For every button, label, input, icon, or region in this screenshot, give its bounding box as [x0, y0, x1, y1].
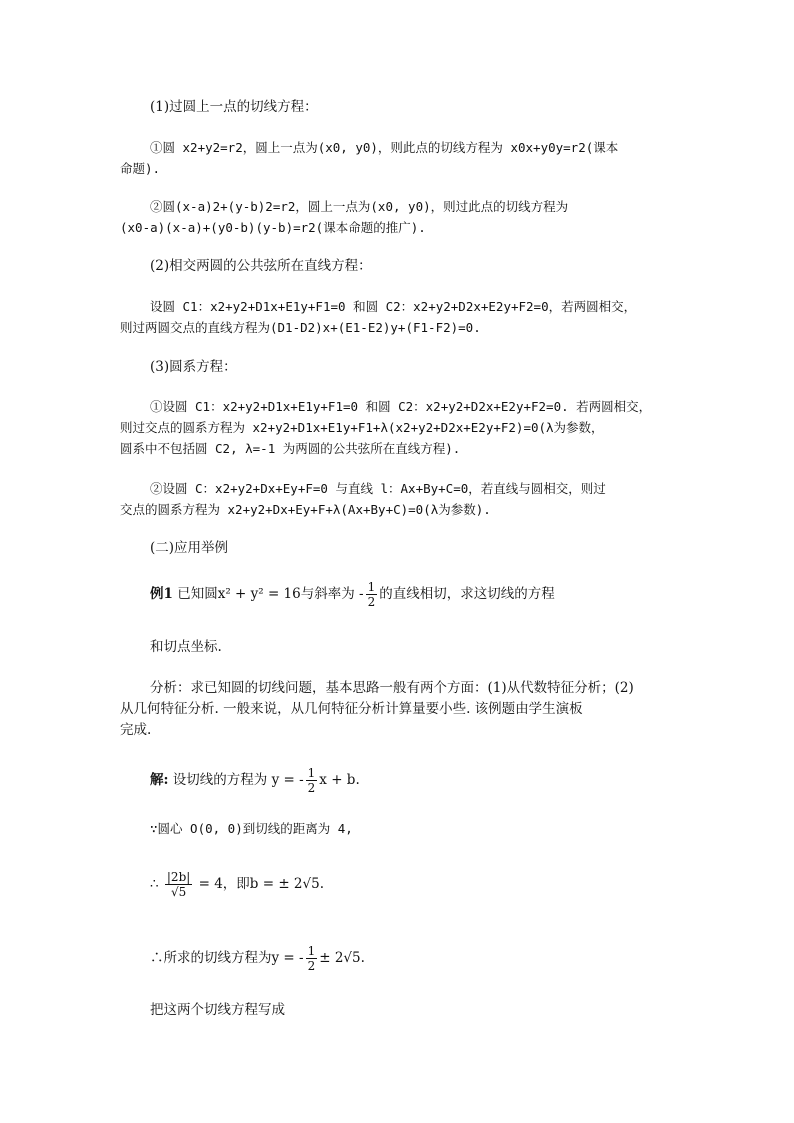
heading-tangent-at-point: (1)过圆上一点的切线方程： — [150, 99, 318, 115]
tangent-result-suffix: ± 2√5. — [319, 950, 365, 966]
solution-fraction — [306, 766, 318, 795]
tangent-rule-2-line-1: ②圆(x-a)2+(y-b)2=r2，圆上一点为(x0, y0)，则过此点的切线方程为 — [150, 199, 569, 214]
circle-system-2-line-2: 交点的圆系方程为 x2+y2+Dx+Ey+F+λ(Ax+By+C)=0(λ为参数). — [120, 502, 491, 517]
distance-fraction-denominator: √5 — [170, 885, 187, 899]
solution-fraction-numerator: 1 — [307, 766, 316, 780]
example-1-statement — [150, 580, 710, 609]
heading-examples: (二)应用举例 — [150, 540, 229, 556]
tangent-result-fraction-numerator: 1 — [307, 944, 316, 958]
example-1-continuation: 和切点坐标. — [150, 639, 222, 655]
heading-circle-system: (3)圆系方程： — [150, 359, 237, 375]
distance-fraction-numerator: |2b| — [166, 870, 191, 884]
tangent-result-prefix: ∴所求的切线方程为y = - — [150, 950, 304, 966]
example-text-part-1: 已知圆x² + y² = 16与斜率为 - — [177, 586, 364, 602]
example-fraction — [366, 580, 378, 609]
common-chord-line-2: 则过两圆交点的直线方程为(D1-D2)x+(E1-E2)y+(F1-F2)=0. — [120, 320, 481, 335]
closing-line: 把这两个切线方程写成 — [150, 1002, 285, 1018]
solution-fraction-denominator: 2 — [307, 781, 316, 795]
solution-text-part-1: 设切线的方程为 y = - — [172, 772, 304, 788]
analysis-line-1: 分析：求已知圆的切线问题，基本思路一般有两个方面：(1)从代数特征分析；(2) — [150, 680, 634, 696]
tangent-rule-1-line-1: ①圆 x2+y2=r2，圆上一点为(x0, y0)，则此点的切线方程为 x0x+y0y=r2(课本 — [150, 140, 619, 155]
example-text-part-2: 的直线相切，求这切线的方程 — [379, 586, 555, 602]
example-fraction-denominator: 2 — [367, 595, 376, 609]
solution-line — [150, 766, 710, 795]
circle-system-1-line-2: 则过交点的圆系方程为 x2+y2+D1x+E1y+F1+λ(x2+y2+D2x+E2y+F2)=0(λ为参数， — [120, 420, 604, 435]
analysis-line-2: 从几何特征分析. 一般来说，从几何特征分析计算量要小些. 该例题由学生演板 — [120, 701, 583, 717]
example-label: 例1 — [150, 586, 173, 602]
because-distance-line: ∵圆心 O(0, 0)到切线的距离为 4, — [150, 821, 353, 836]
therefore-b-line — [150, 870, 710, 899]
solution-text-part-2: x + b. — [319, 772, 360, 788]
distance-fraction — [165, 870, 192, 899]
tangent-rule-2-line-2: (x0-a)(x-a)+(y0-b)(y-b)=r2(课本命题的推广). — [120, 220, 426, 235]
tangent-rule-1-line-2: 命题). — [120, 161, 161, 176]
analysis-line-3: 完成. — [120, 722, 152, 738]
heading-common-chord: (2)相交两圆的公共弦所在直线方程： — [150, 258, 372, 274]
b-value-text: = 4，即b = ± 2√5. — [198, 876, 324, 892]
circle-system-1-line-3: 圆系中不包括圆 C2, λ=-1 为两圆的公共弦所在直线方程). — [120, 441, 461, 456]
tangent-result-fraction-denominator: 2 — [307, 959, 316, 973]
solution-label: 解: — [150, 772, 169, 788]
tangent-result-line — [150, 944, 710, 973]
circle-system-1-line-1: ①设圆 C1：x2+y2+D1x+E1y+F1=0 和圆 C2：x2+y2+D2x+E2y+F2=0. 若两圆相交， — [150, 399, 652, 414]
common-chord-line-1: 设圆 C1：x2+y2+D1x+E1y+F1=0 和圆 C2：x2+y2+D2x+E2y+F2=0，若两圆相交， — [150, 299, 637, 314]
therefore-symbol: ∴ — [150, 876, 159, 892]
circle-system-2-line-1: ②设圆 C：x2+y2+Dx+Ey+F=0 与直线 l：Ax+By+C=0，若直线与圆相交，则过 — [150, 481, 606, 496]
tangent-result-fraction — [306, 944, 318, 973]
example-fraction-numerator: 1 — [367, 580, 376, 594]
